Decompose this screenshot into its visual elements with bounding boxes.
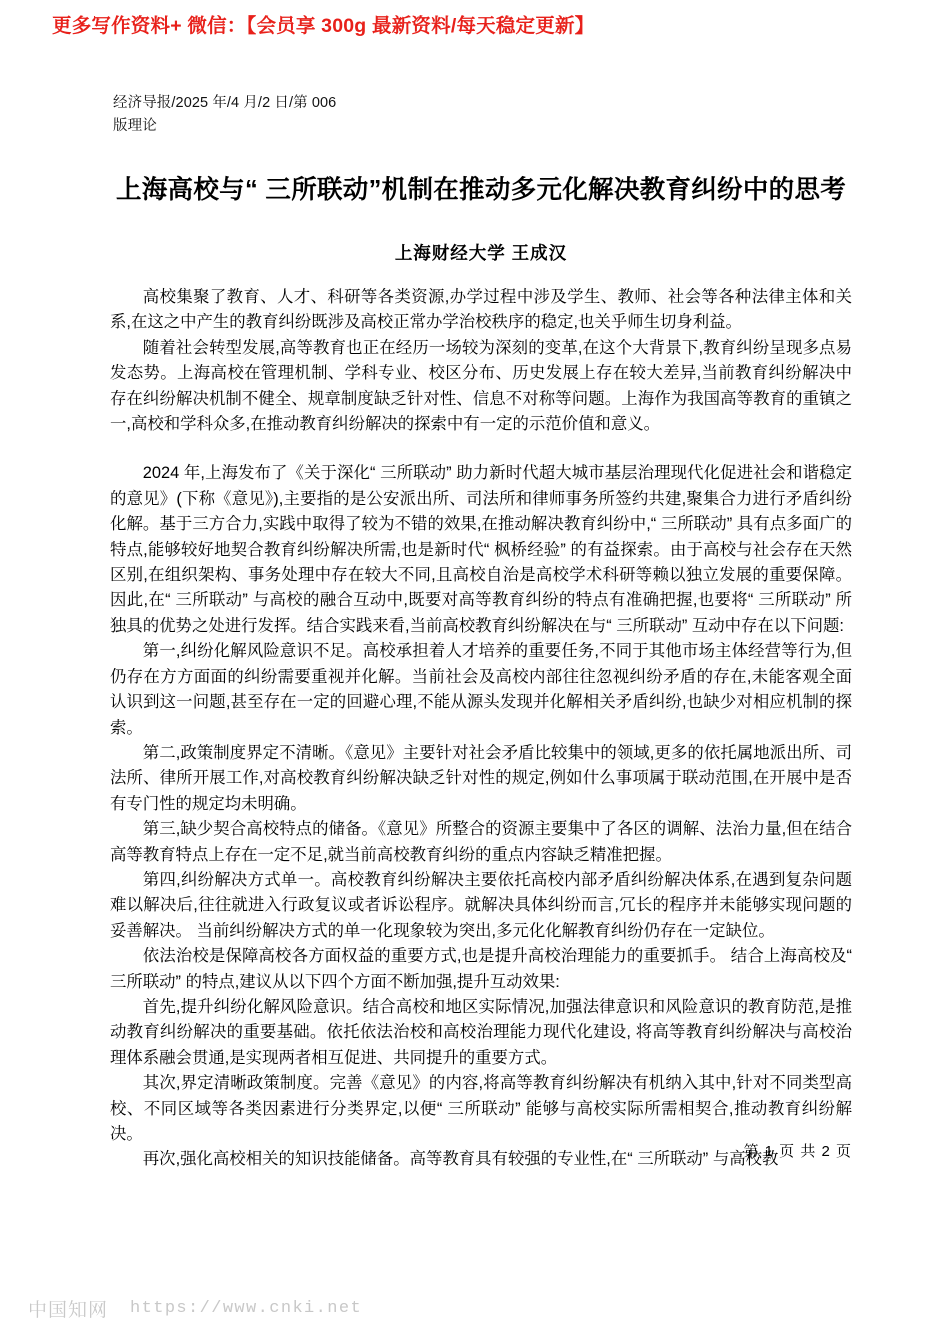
body-paragraph: 第二,政策制度界定不清晰。《意见》主要针对社会矛盾比较集中的领域,更多的依托属地派出所、司法所、律所开展工作,对高校教育纠纷解决缺乏针对性的规定,例如什么事项属于联动范围,在开展中是否有专门性的规定均未明确。 xyxy=(110,743,852,813)
masthead-line-1: 经济导报/2025 年/4 月/2 日/第 006 xyxy=(113,95,337,111)
cnki-logo-text: 中国知网 xyxy=(28,1299,109,1321)
cnki-watermark xyxy=(0,1286,950,1330)
body-paragraph: 再次,强化高校相关的知识技能储备。高等教育具有较强的专业性,在“ 三所联动” 与高校教 xyxy=(142,1150,779,1169)
article-byline: 上海财经大学 王成汉 xyxy=(394,243,568,263)
masthead-line-2: 版理论 xyxy=(113,118,157,135)
article-body xyxy=(110,285,852,1173)
body-paragraph: 其次,界定清晰政策制度。完善《意见》的内容,将高等教育纠纷解决有机纳入其中,针对不同类型高校、不同区域等各类因素进行分类界定,以便“ 三所联动” 能够与高校实际所需相契合,推动教育纠纷解决。 xyxy=(110,1074,852,1143)
promo-banner-text: 更多写作资料+ 微信：【会员享 300g 最新资料/每天稳定更新】 xyxy=(52,15,595,37)
body-paragraph: 首先,提升纠纷化解风险意识。结合高校和地区实际情况,加强法律意识和风险意识的教育防范,是推动教育纠纷解决的重要基础。依托依法治校和高校治理能力现代化建设, 将高等教育纠纷解决与高校治理体系融会贯通,是实现两者相互促进、共同提升的重要方式。 xyxy=(110,997,852,1067)
page-number-indicator: 第 1 页 共 2 页 xyxy=(743,1143,852,1160)
masthead-source-info xyxy=(113,92,533,139)
body-paragraph: 第三,缺少契合高校特点的储备。《意见》所整合的资源主要集中了各区的调解、法治力量,但在结合高等教育特点上存在一定不足,就当前高校教育纠纷的重点内容缺乏精准把握。 xyxy=(110,820,852,864)
cnki-url-text: https://www.cnki.net xyxy=(130,1298,363,1318)
body-paragraph: 第一,纠纷化解风险意识不足。高校承担着人才培养的重要任务,不同于其他市场主体经营等行为,但仍存在方方面面的纠纷需要重视并化解。当前社会及高校内部往往忽视纠纷矛盾的存在,未能客观全面认识到这一问题,甚至存在一定的回避心理,不能从源头发现并化解相关矛盾纠纷,也缺少对相应机制的探索。 xyxy=(110,642,852,737)
body-paragraph: 随着社会转型发展,高等教育也正在经历一场较为深刻的变革,在这个大背景下,教育纠纷呈现多点易发态势。上海高校在管理机制、学科专业、校区分布、历史发展上存在较大差异,当前教育纠纷解决中存在纠纷解决机制不健全、规章制度缺乏针对性、信息不对称等问题。上海作为我国高等教育的重镇之一,高校和学科众多,在推动教育纠纷解决的探索中有一定的示范价值和意义。 xyxy=(110,338,852,434)
article-title: 上海高校与“ 三所联动”机制在推动多元化解决教育纠纷中的思考 xyxy=(115,176,847,205)
body-paragraph: 2024 年,上海发布了《关于深化“ 三所联动” 助力新时代超大城市基层治理现代化促进社会和谐稳定的意见》(下称《意见》),主要指的是公安派出所、司法所和律师事务所签约共建,聚集合力进行矛盾纠纷化解。基于三方合力,实践中取得了较为不错的效果,在推动解决教育纠纷中,“ 三所联动” 具有点多面广的特点,能够较好地契合教育纠纷解决所需,也是新时代“ 枫桥经验” 的有益探索。由于高校与社会存在天然区别,在组织架构、事务处理中存在较大不同,且高校自治是高校学术科研等赖以独立发展的重要保障。因此,在“ 三所联动” 与高校的融合互动中,既要对高等教育纠纷的特点有准确把握,也要将“ 三所联动” 所独具的优势之处进行发挥。结合实践来看,当前高校教育纠纷解决在与“ 三所联动” 互动中存在以下问题: xyxy=(110,464,852,635)
body-paragraph: 第四,纠纷解决方式单一。高校教育纠纷解决主要依托高校内部矛盾纠纷解决体系,在遇到复杂问题难以解决后,往往就进入行政复议或者诉讼程序。就解决具体纠纷而言,冗长的程序并未能够实现问题的妥善解决。 当前纠纷解决方式的单一化现象较为突出,多元化化解教育纠纷仍存在一定缺位。 xyxy=(110,870,852,940)
body-paragraph: 依法治校是保障高校各方面权益的重要方式,也是提升高校治理能力的重要抓手。 结合上海高校及“ 三所联动” 的特点,建议从以下四个方面不断加强,提升互动效果: xyxy=(110,947,852,991)
body-paragraph: 高校集聚了教育、人才、科研等各类资源,办学过程中涉及学生、教师、社会等各种法律主体和关系,在这之中产生的教育纠纷既涉及高校正常办学治校秩序的稳定,也关乎师生切身利益。 xyxy=(110,288,852,332)
